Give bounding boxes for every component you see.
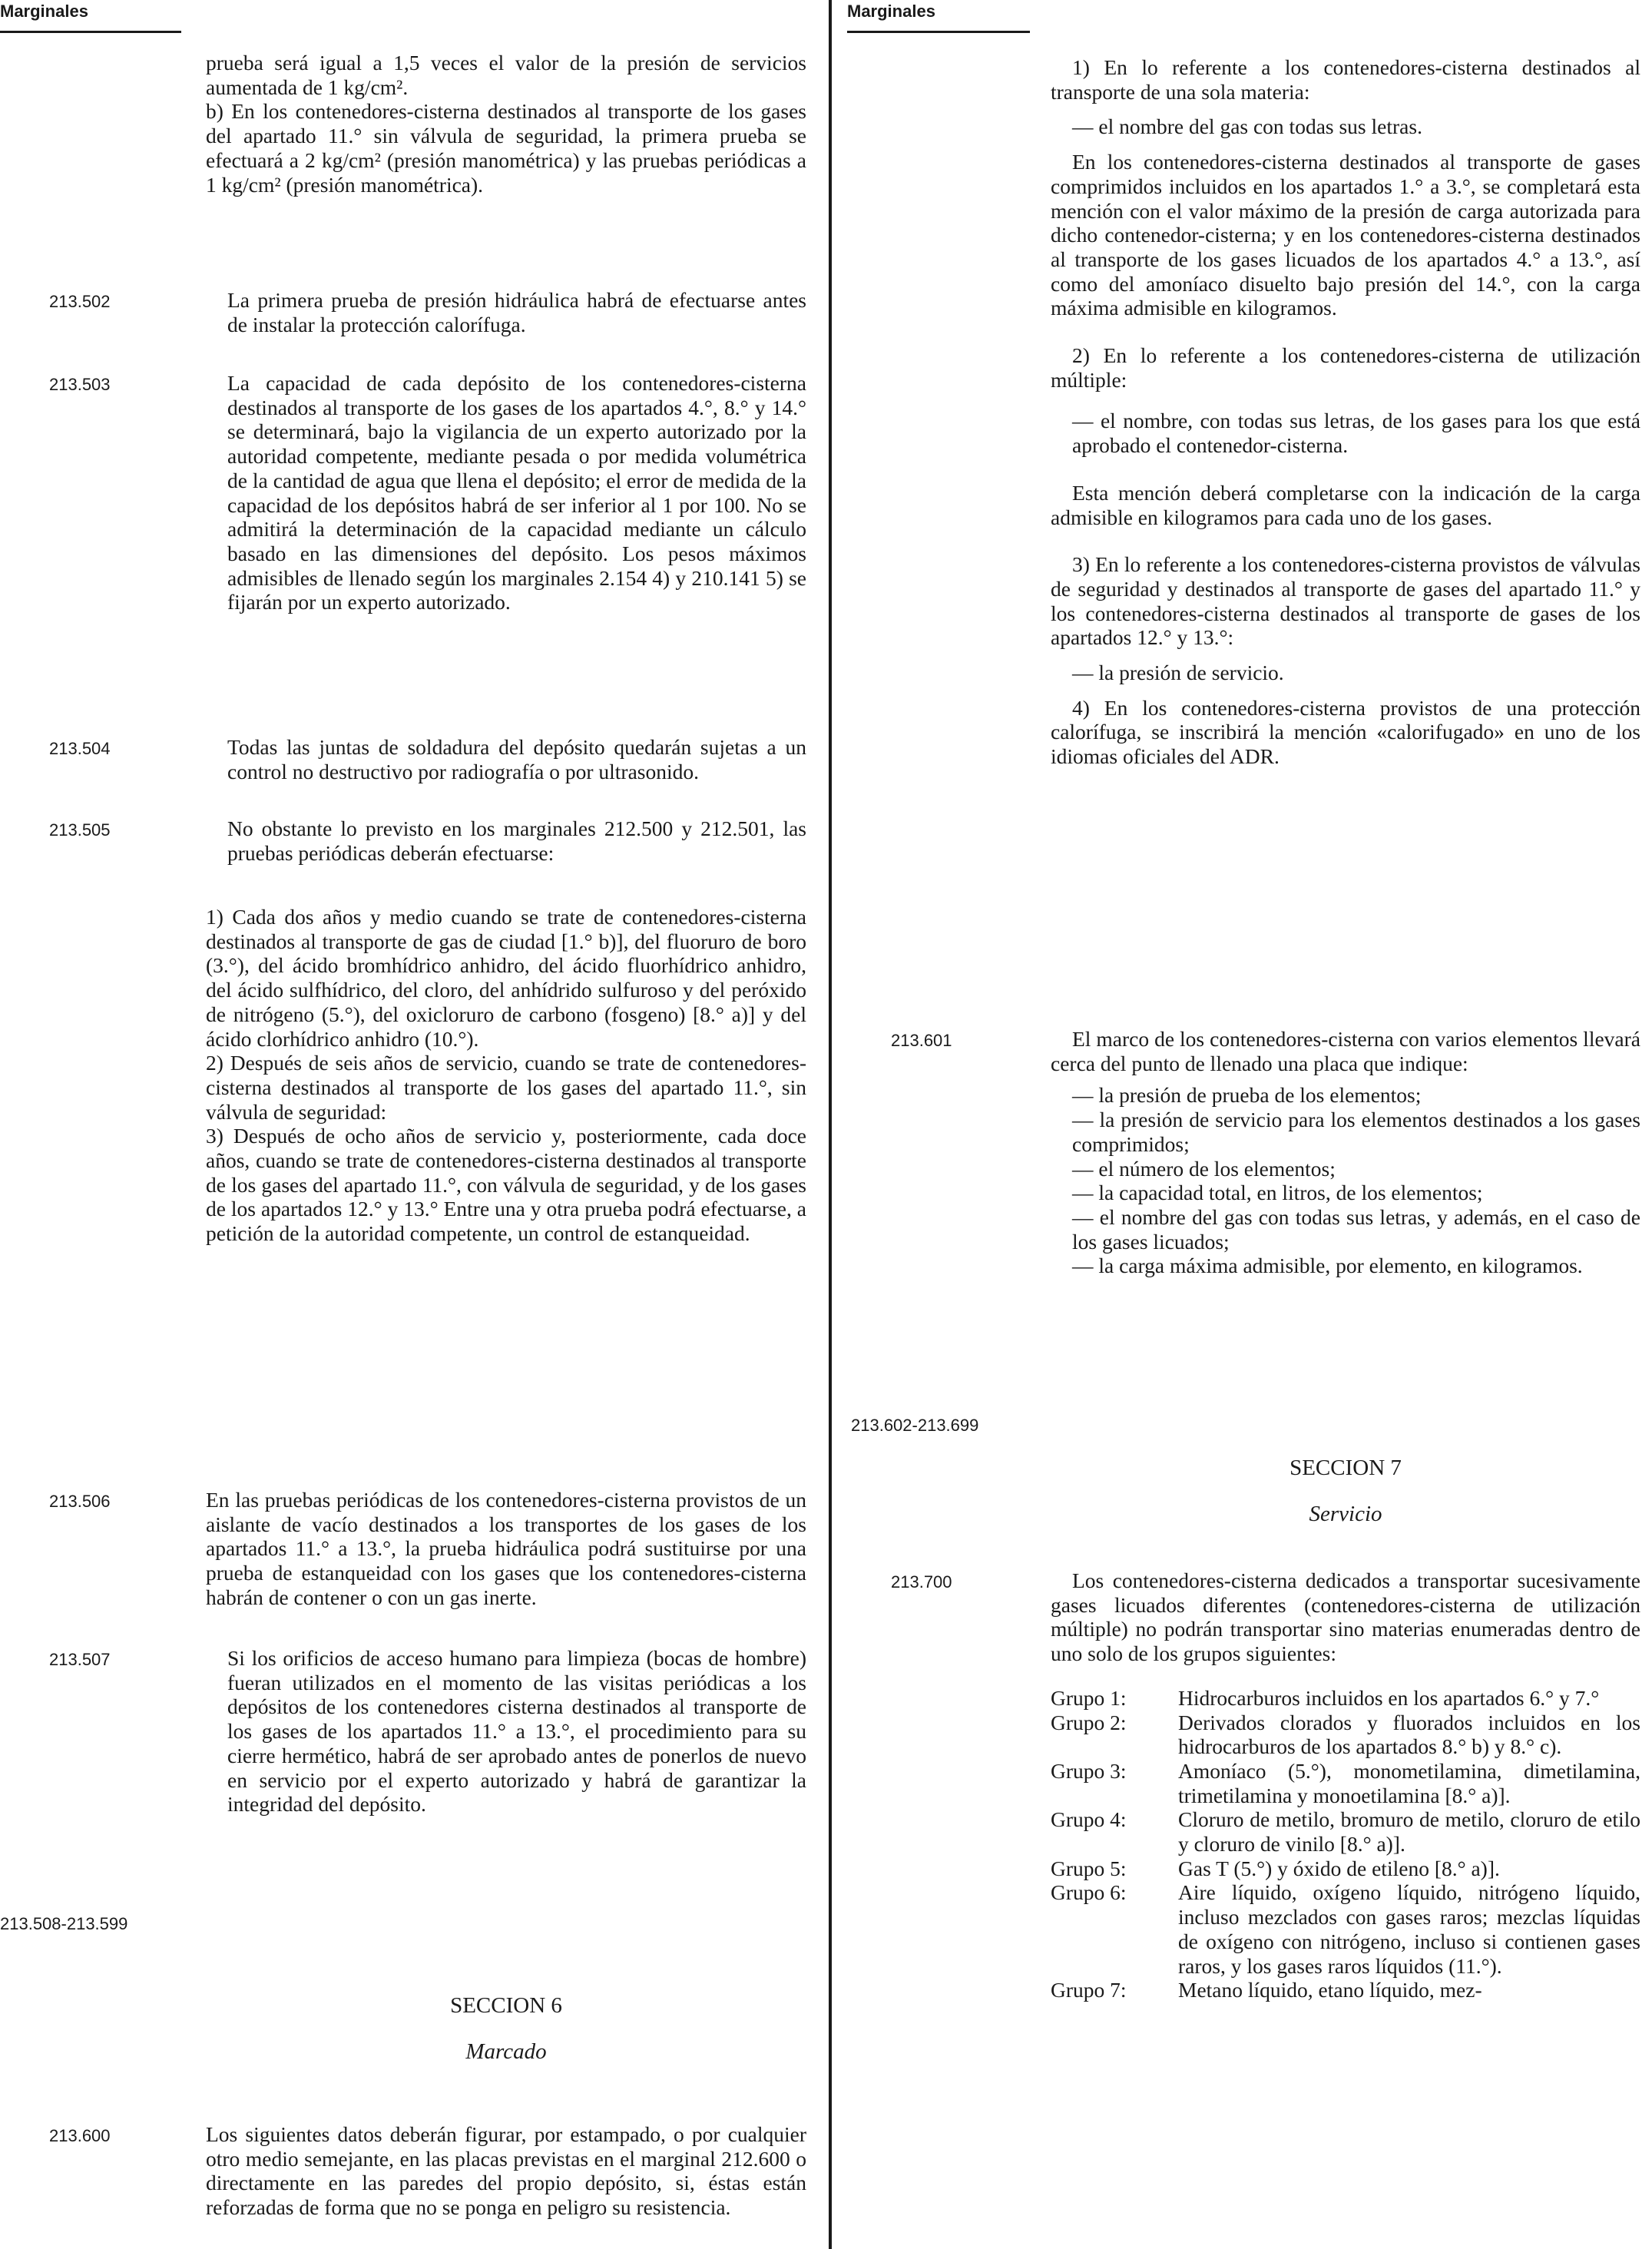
group-row — [1051, 1978, 1640, 2002]
plate-dash-item: — el nombre del gas con todas sus letras, y además, en el caso de los gases licuados; — [1072, 1204, 1640, 1254]
marginal-label-213-508-599: 213.508-213.599 — [0, 1914, 128, 1933]
group-text: Hidrocarburos incluidos en los apartados 6.° y 7.° — [1178, 1685, 1600, 1710]
group-row — [1051, 1807, 1640, 1856]
marginal-213-506-text: En las pruebas periódicas de los contenedores-cisterna provistos de un aislante de vacío destinados a los transportes de los gases de los apartados 11.° a 13.°, la prueba hidráulica podrá sustituirse por una prueba de estanqueidad con los gases que los contenedores-cisterna habrán de contener o con un gas inerte. — [206, 1488, 806, 1609]
group-text: Amoníaco (5.°), monometilamina, dimetilamina, trimetilamina y monoetilamina [8.° a)]. — [1178, 1758, 1640, 1807]
group-text: Cloruro de metilo, bromuro de metilo, cloruro de etilo y cloruro de vinilo [8.° a)]. — [1178, 1807, 1640, 1857]
marking-item-2-paragraph: Esta mención deberá completarse con la indicación de la carga admisible en kilogramos para cada uno de los gases. — [1051, 480, 1640, 529]
section-7-title: SECCION 7 — [1289, 1456, 1402, 1480]
marginal-213-700-text: Los contenedores-cisterna dedicados a transportar sucesivamente gases licuados diferentes (contenedores-cisterna de utilización múltiple) no podrán transportar sino materias enumeradas dentro de uno solo de los grupos siguientes: — [1051, 1568, 1640, 1666]
intro-paragraph-1: prueba será igual a 1,5 veces el valor de la presión de servicios aumentada de 1 kg/cm². — [206, 51, 806, 99]
marginal-213-507-text: Si los orificios de acceso humano para limpieza (bocas de hombre) fueran utilizados en el momento de las visitas periódicas a los depósitos de los contenedores cisterna destinados al transporte de los gases de los apartados 11.° a 13.°, el procedimiento para su cierre hermético, habrá de ser aprobado antes de ponerlos de nuevo en servicio por el experto autorizado y habrá de garantizar la integridad del depósito. — [227, 1646, 806, 1817]
group-label: Grupo 7: — [1051, 1978, 1127, 2002]
marking-item-1-intro: 1) En lo referente a los contenedores-cisterna destinados al transporte de una sola materia: — [1051, 55, 1640, 104]
marginal-label-213-601: 213.601 — [891, 1031, 952, 1050]
group-text: Aire líquido, oxígeno líquido, nitrógeno líquido, incluso mezclados con gases raros; mezclas líquidas de oxígeno con nitrógeno, incluso si contienen gases raros, y los gases raros líquidos (11.°). — [1178, 1880, 1640, 1978]
periodic-test-item-2: 2) Después de seis años de servicio, cuando se trate de contenedores-cisterna destinados al transporte de los gases del apartado 11.°, sin válvula de seguridad: — [206, 1051, 806, 1124]
marking-item-1-dash: — el nombre del gas con todas sus letras. — [1072, 114, 1422, 139]
right-header-label: Marginales — [847, 2, 935, 21]
column-divider — [829, 0, 832, 2249]
group-row — [1051, 1711, 1640, 1759]
marking-items-block — [1051, 55, 1640, 769]
marginal-213-502-text: La primera prueba de presión hidráulica habrá de efectuarse antes de instalar la protección calorífuga. — [227, 288, 806, 336]
marginal-213-503-text: La capacidad de cada depósito de los contenedores-cisterna destinados al transporte de los gases de los apartados 4.°, 8.° y 14.° se determinará, bajo la vigilancia de un experto autorizado por la autoridad competente, mediante pesada o por medida volumétrica de la cantidad de agua que llena el depósito; el error de medida de la capacidad de los depósitos habrá de ser inferior al 1 por 100. No se admitirá la determinación de la capacidad mediante un cálculo basado en las dimensiones del depósito. Los pesos máximos admisibles de llenado según los marginales 2.154 4) y 210.141 5) se fijarán por un experto autorizado. — [227, 371, 806, 614]
right-header-rule — [847, 31, 1030, 33]
plate-dash-item: — la presión de prueba de los elementos; — [1072, 1083, 1422, 1108]
marginal-213-505-text: No obstante lo previsto en los marginales 212.500 y 212.501, las pruebas periódicas deberán efectuarse: — [227, 816, 806, 865]
plate-dash-item: — la presión de servicio para los elementos destinados a los gases comprimidos; — [1072, 1108, 1640, 1156]
marginal-label-213-506: 213.506 — [49, 1492, 111, 1511]
group-text: Derivados clorados y fluorados incluidos en los hidrocarburos de los apartados 8.° b) y 8.° c). — [1178, 1710, 1640, 1759]
group-label: Grupo 4: — [1051, 1807, 1127, 1832]
group-label: Grupo 3: — [1051, 1758, 1127, 1783]
group-text: Gas T (5.°) y óxido de etileno [8.° a)]. — [1178, 1856, 1500, 1880]
marginal-213-505-items — [206, 905, 806, 1246]
marginal-label-213-507: 213.507 — [49, 1650, 111, 1669]
marginal-213-601-text: El marco de los contenedores-cisterna con varios elementos llevará cerca del punto de llenado una placa que indique: — [1051, 1027, 1640, 1075]
marking-item-2-dash: — el nombre, con todas sus letras, de los gases para los que está aprobado el contenedor-cisterna. — [1072, 409, 1640, 458]
plate-dash-item: — el número de los elementos; — [1072, 1156, 1336, 1181]
group-label: Grupo 1: — [1051, 1685, 1127, 1710]
section-6-title: SECCION 6 — [450, 1993, 562, 2018]
marking-item-3-dash: — la presión de servicio. — [1072, 661, 1284, 685]
group-row — [1051, 1759, 1640, 1807]
marginal-213-504-text: Todas las juntas de soldadura del depósito quedarán sujetas a un control no destructivo por radiografía o por ultrasonido. — [227, 735, 806, 783]
marking-item-2-intro: 2) En lo referente a los contenedores-cisterna de utilización múltiple: — [1051, 343, 1640, 392]
left-header-label: Marginales — [0, 2, 88, 21]
periodic-test-item-1: 1) Cada dos años y medio cuando se trate de contenedores-cisterna destinados al transporte de gas de ciudad [1.° b)], del fluoruro de boro (3.°), del ácido bromhídrico anhidro, del ácido fluorhídrico anhidro, del ácido sulfhídrico, del cloro, del anhídrido sulfuroso y del peróxido de nitrógeno (5.°), del oxicloruro de carbono (fosgeno) [8.° a)] y del ácido clorhídrico anhidro (10.°). — [206, 905, 806, 1051]
marking-item-3-intro: 3) En lo referente a los contenedores-cisterna provistos de válvulas de seguridad y destinados al transporte de gases del apartado 11.° y los contenedores-cisterna destinados al transporte de gases de los apartados 12.° y 13.°: — [1051, 552, 1640, 650]
marginal-213-601-block — [1051, 1027, 1640, 1278]
plate-dash-item: — la carga máxima admisible, por elemento, en kilogramos. — [1072, 1254, 1583, 1278]
marking-item-1-paragraph: En los contenedores-cisterna destinados al transporte de gases comprimidos incluidos en los apartados 1.° a 3.°, se completará esta mención con el valor máximo de la presión de carga autorizada para dicho contenedor-cisterna; y en los contenedores-cisterna destinados al transporte de los gases licuados de los apartados 4.° a 13.°, así como del amoníaco disuelto bajo presión del 14.°, con la carga máxima admisible en kilogramos. — [1051, 150, 1640, 320]
marginal-label-213-600: 213.600 — [49, 2126, 111, 2145]
section-6-subtitle: Marcado — [465, 2039, 547, 2064]
group-label: Grupo 5: — [1051, 1856, 1127, 1880]
marginal-label-213-502: 213.502 — [49, 292, 111, 311]
plate-dash-list — [1051, 1083, 1640, 1278]
section-7-subtitle: Servicio — [1309, 1502, 1382, 1526]
marginal-label-213-503: 213.503 — [49, 375, 111, 394]
marginal-label-213-700: 213.700 — [891, 1572, 952, 1592]
group-text: Metano líquido, etano líquido, mez- — [1178, 1978, 1482, 2002]
group-row — [1051, 1880, 1640, 1978]
intro-paragraph-2: b) En los contenedores-cisterna destinados al transporte de los gases del apartado 11.° sin válvula de seguridad, la primera prueba se efectuará a 2 kg/cm² (presión manométrica) y las pruebas periódicas a 1 kg/cm² (presión manométrica). — [206, 99, 806, 197]
marginal-label-213-505: 213.505 — [49, 820, 111, 840]
group-list — [1051, 1686, 1640, 2002]
group-label: Grupo 2: — [1051, 1710, 1127, 1734]
group-row — [1051, 1857, 1640, 1881]
left-header-rule — [0, 31, 181, 33]
marginal-label-213-602-699: 213.602-213.699 — [851, 1416, 979, 1435]
marginal-213-700-block — [1051, 1568, 1640, 2002]
marginal-213-600-text: Los siguientes datos deberán figurar, por estampado, o por cualquier otro medio semejante, en las placas previstas en el marginal 212.600 o directamente en las paredes del propio depósito, si, éstas están reforzadas de forma que no se ponga en peligro su resistencia. — [206, 2122, 806, 2220]
marking-item-4: 4) En los contenedores-cisterna provistos de una protección calorífuga, se inscribirá la mención «calorifugado» en uno de los idiomas oficiales del ADR. — [1051, 695, 1640, 769]
intro-block — [206, 51, 806, 197]
group-row — [1051, 1686, 1640, 1711]
group-label: Grupo 6: — [1051, 1880, 1127, 1905]
periodic-test-item-3: 3) Después de ocho años de servicio y, posteriormente, cada doce años, cuando se trate de contenedores-cisterna destinados al transporte de los gases del apartado 11.°, con válvula de seguridad, y de los gases de los apartados 12.° y 13.° Entre una y otra prueba podrá efectuarse, a petición de la autoridad competente, un control de estanqueidad. — [206, 1124, 806, 1246]
marginal-label-213-504: 213.504 — [49, 739, 111, 758]
plate-dash-item: — la capacidad total, en litros, de los elementos; — [1072, 1181, 1483, 1205]
